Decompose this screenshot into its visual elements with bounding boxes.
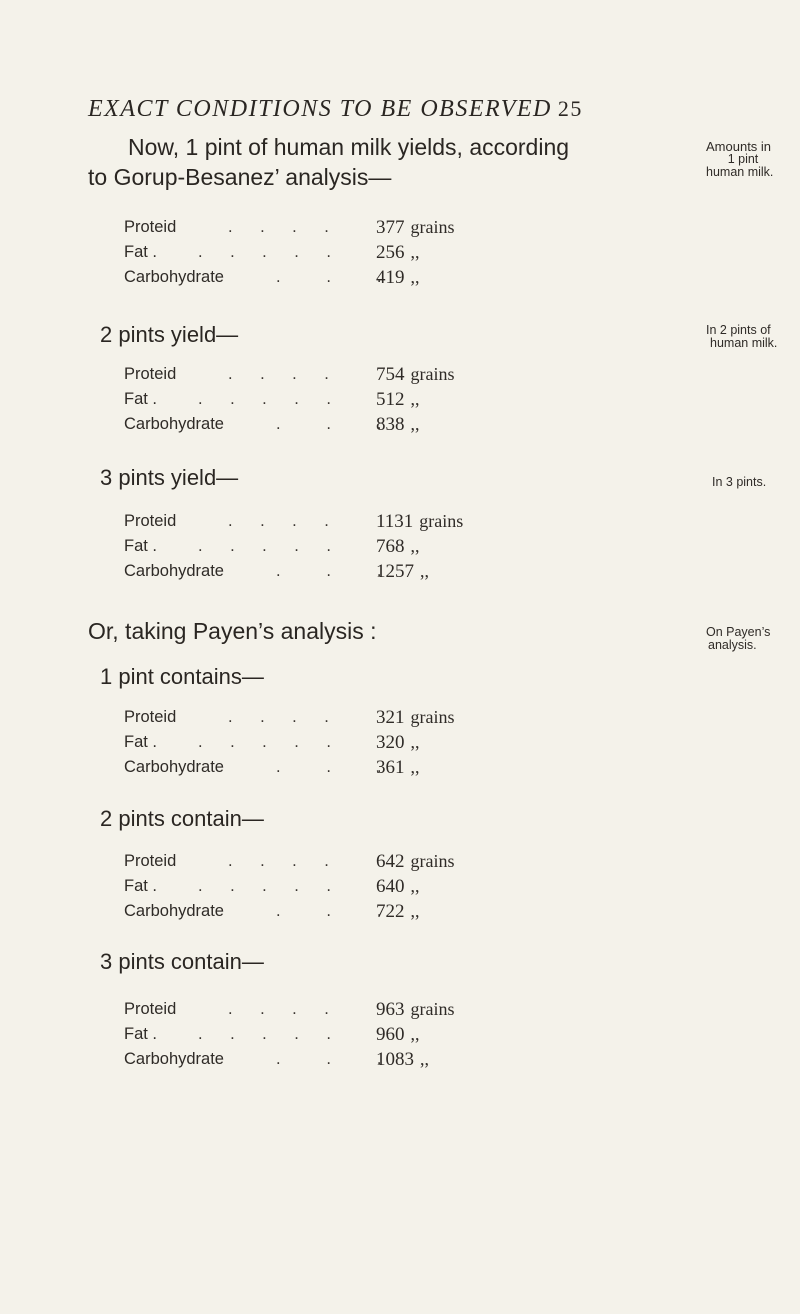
leader-dots: . . . . . bbox=[198, 537, 331, 555]
value-number: 320 bbox=[376, 732, 405, 753]
value-unit: ,, bbox=[410, 732, 420, 752]
table-row bbox=[124, 1000, 564, 1024]
value-unit: grains bbox=[419, 511, 464, 531]
value-unit: ,, bbox=[410, 414, 420, 434]
value-number: 512 bbox=[376, 389, 405, 410]
running-head-title: EXACT CONDITIONS TO BE OBSERVED bbox=[88, 96, 552, 122]
leader-dots: . . . . bbox=[228, 218, 329, 236]
section-heading: 3 pints contain— bbox=[100, 949, 264, 974]
value-number: 1257 bbox=[376, 561, 414, 582]
row-label: Proteid bbox=[124, 218, 177, 236]
value-number: 1083 bbox=[376, 1049, 414, 1070]
table-row bbox=[124, 708, 564, 732]
section-heading: 3 pints yield— bbox=[100, 465, 239, 490]
leader-dots: . . . bbox=[276, 1050, 382, 1068]
value-number: 321 bbox=[376, 707, 405, 728]
row-value bbox=[376, 1049, 429, 1071]
margin-note-2-pints bbox=[706, 324, 777, 350]
leader-dots: . . . bbox=[276, 415, 382, 433]
value-unit: ,, bbox=[420, 1049, 429, 1069]
table-row bbox=[124, 537, 564, 561]
row-label: Fat . bbox=[124, 537, 158, 555]
value-unit: ,, bbox=[420, 561, 429, 581]
table-row bbox=[124, 562, 564, 586]
leader-dots: . . . . bbox=[228, 852, 329, 870]
value-unit: grains bbox=[410, 217, 455, 237]
margin-note-line: human milk. bbox=[706, 165, 774, 179]
value-number: 754 bbox=[376, 364, 405, 385]
value-number: 642 bbox=[376, 851, 405, 872]
row-value bbox=[376, 901, 420, 923]
margin-note-line: 1 pint bbox=[727, 152, 759, 166]
leader-dots: . . . . . bbox=[198, 243, 331, 261]
row-value bbox=[376, 999, 455, 1021]
value-unit: grains bbox=[410, 707, 455, 727]
margin-note-payen bbox=[706, 626, 770, 652]
row-value bbox=[376, 414, 420, 436]
section-heading: 2 pints yield— bbox=[100, 322, 239, 347]
leader-dots: . . . . . bbox=[198, 733, 331, 751]
row-value bbox=[376, 707, 455, 729]
value-number: 963 bbox=[376, 999, 405, 1020]
margin-note-3-pints bbox=[712, 476, 766, 489]
leader-dots: . . . bbox=[276, 902, 382, 920]
value-unit: grains bbox=[410, 851, 455, 871]
value-number: 361 bbox=[376, 757, 405, 778]
value-unit: ,, bbox=[410, 267, 420, 287]
row-value bbox=[376, 242, 420, 264]
intro-line-2: to Gorup-Besanez’ analysis— bbox=[88, 164, 392, 190]
table-row bbox=[124, 243, 564, 267]
table-row bbox=[124, 268, 564, 292]
row-label: Carbohydrate bbox=[124, 562, 224, 580]
row-value bbox=[376, 851, 455, 873]
value-unit: ,, bbox=[410, 389, 420, 409]
leader-dots: . . . bbox=[276, 758, 382, 776]
row-value bbox=[376, 217, 455, 239]
value-number: 256 bbox=[376, 242, 405, 263]
table-row bbox=[124, 390, 564, 414]
value-number: 960 bbox=[376, 1024, 405, 1045]
row-label: Carbohydrate bbox=[124, 902, 224, 920]
row-label: Fat . bbox=[124, 390, 158, 408]
row-label: Carbohydrate bbox=[124, 1050, 224, 1068]
row-label: Proteid bbox=[124, 852, 177, 870]
margin-note-line: analysis. bbox=[708, 638, 757, 652]
row-value bbox=[376, 389, 420, 411]
table-row bbox=[124, 1025, 564, 1049]
margin-note-1-pint bbox=[706, 140, 780, 179]
row-label: Fat . bbox=[124, 1025, 158, 1043]
leader-dots: . . . bbox=[276, 562, 382, 580]
value-number: 838 bbox=[376, 414, 405, 435]
margin-note-line: In 3 pints. bbox=[712, 475, 767, 489]
row-value bbox=[376, 757, 420, 779]
value-unit: ,, bbox=[410, 901, 420, 921]
row-value bbox=[376, 536, 420, 558]
value-number: 419 bbox=[376, 267, 405, 288]
leader-dots: . . . . bbox=[228, 1000, 329, 1018]
table-row bbox=[124, 415, 564, 439]
value-unit: ,, bbox=[410, 1024, 420, 1044]
section-heading: 1 pint contains— bbox=[100, 664, 264, 689]
table-row bbox=[124, 512, 564, 536]
table-row bbox=[124, 1050, 564, 1074]
intro-line-1: Now, 1 pint of human milk yields, according bbox=[128, 134, 570, 160]
value-unit: ,, bbox=[410, 757, 420, 777]
payen-intro: Or, taking Payen’s analysis : bbox=[88, 618, 377, 644]
row-label: Carbohydrate bbox=[124, 268, 224, 286]
row-value bbox=[376, 511, 463, 533]
value-number: 768 bbox=[376, 536, 405, 557]
row-value bbox=[376, 876, 420, 898]
margin-note-line: In 2 pints of bbox=[706, 323, 771, 337]
row-label: Carbohydrate bbox=[124, 758, 224, 776]
leader-dots: . . . . . bbox=[198, 390, 331, 408]
value-unit: grains bbox=[410, 364, 455, 384]
table-row bbox=[124, 218, 564, 242]
row-value bbox=[376, 732, 420, 754]
leader-dots: . . . bbox=[276, 268, 382, 286]
value-unit: ,, bbox=[410, 536, 420, 556]
running-head bbox=[88, 96, 583, 123]
table-row bbox=[124, 758, 564, 782]
row-label: Proteid bbox=[124, 512, 177, 530]
leader-dots: . . . . bbox=[228, 708, 329, 726]
value-number: 1131 bbox=[376, 511, 414, 532]
value-unit: grains bbox=[410, 999, 455, 1019]
table-row bbox=[124, 733, 564, 757]
row-label: Proteid bbox=[124, 365, 177, 383]
row-value bbox=[376, 1024, 420, 1046]
margin-note-line: human milk. bbox=[710, 336, 778, 350]
row-label: Fat . bbox=[124, 243, 158, 261]
table-row bbox=[124, 365, 564, 389]
leader-dots: . . . . bbox=[228, 365, 329, 383]
leader-dots: . . . . . bbox=[198, 877, 331, 895]
row-label: Carbohydrate bbox=[124, 415, 224, 433]
row-label: Proteid bbox=[124, 708, 177, 726]
table-row bbox=[124, 852, 564, 876]
margin-note-line: Amounts in bbox=[706, 139, 772, 154]
value-number: 722 bbox=[376, 901, 405, 922]
value-number: 377 bbox=[376, 217, 405, 238]
section-heading: 2 pints contain— bbox=[100, 806, 264, 831]
value-number: 640 bbox=[376, 876, 405, 897]
table-row bbox=[124, 877, 564, 901]
value-unit: ,, bbox=[410, 242, 420, 262]
table-row bbox=[124, 902, 564, 926]
page-number: 25 bbox=[557, 96, 583, 121]
row-value bbox=[376, 561, 429, 583]
margin-note-line: On Payen’s bbox=[706, 625, 771, 639]
value-unit: ,, bbox=[410, 876, 420, 896]
row-label: Proteid bbox=[124, 1000, 177, 1018]
row-value bbox=[376, 364, 455, 386]
row-label: Fat . bbox=[124, 877, 158, 895]
leader-dots: . . . . bbox=[228, 512, 329, 530]
leader-dots: . . . . . bbox=[198, 1025, 331, 1043]
row-label: Fat . bbox=[124, 733, 158, 751]
row-value bbox=[376, 267, 420, 289]
